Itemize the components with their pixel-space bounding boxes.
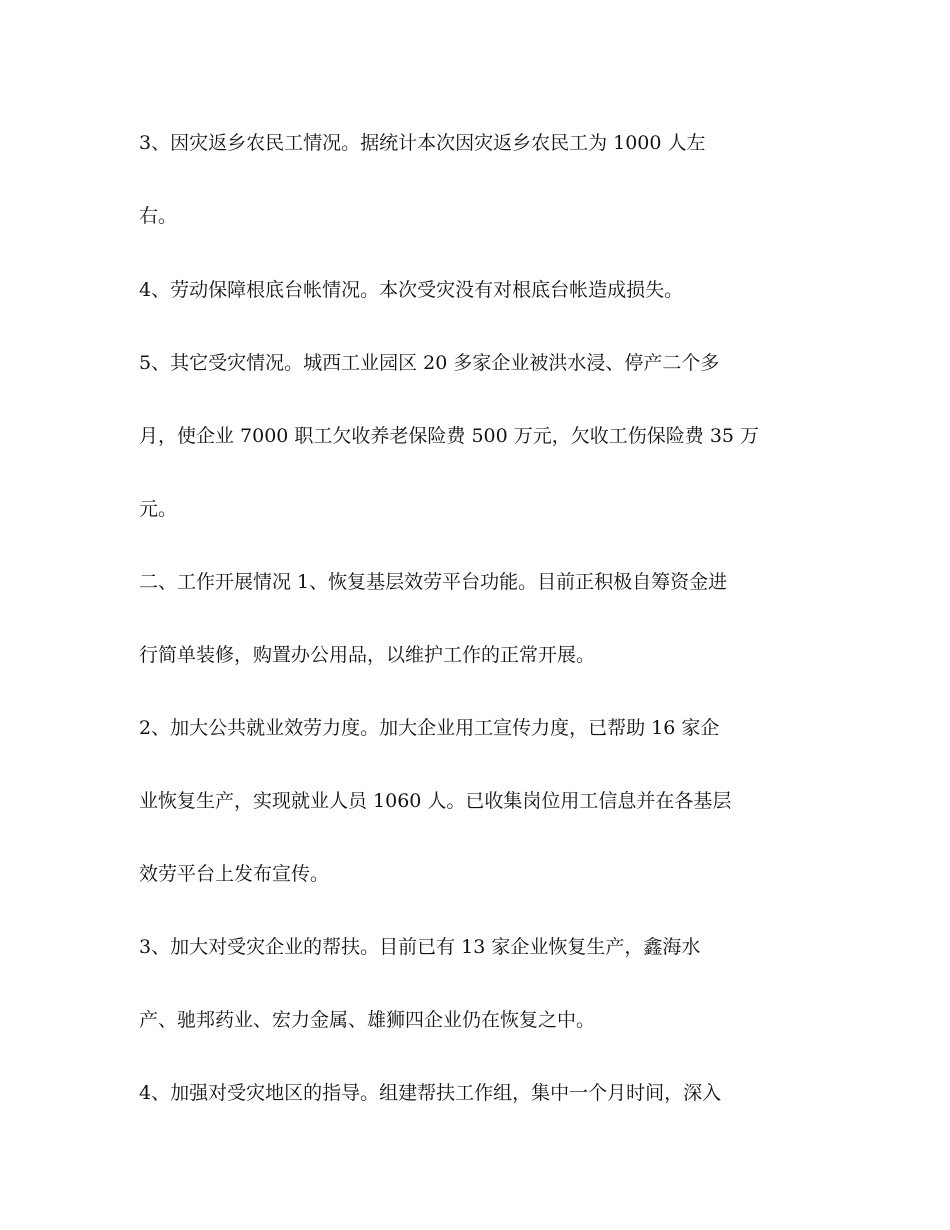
text-line: 二、工作开展情况 1、恢复基层效劳平台功能。目前正积极自筹资金进 xyxy=(139,571,728,593)
text-line: 3、加大对受灾企业的帮扶。目前已有 13 家企业恢复生产，鑫海水 xyxy=(139,936,701,958)
text-line: 月，使企业 7000 职工欠收养老保险费 500 万元，欠收工伤保险费 35 万 xyxy=(139,425,760,447)
text-line: 4、加强对受灾地区的指导。组建帮扶工作组，集中一个月时间，深入 xyxy=(139,1082,722,1104)
text-line: 5、其它受灾情况。城西工业园区 20 多家企业被洪水浸、停产二个多 xyxy=(139,352,720,374)
text-line: 元。 xyxy=(139,498,178,520)
text-line: 行简单装修，购置办公用品，以维护工作的正常开展。 xyxy=(139,644,596,666)
text-line: 产、驰邦药业、宏力金属、雄狮四企业仍在恢复之中。 xyxy=(139,1009,596,1031)
text-line: 2、加大公共就业效劳力度。加大企业用工宣传力度，已帮助 16 家企 xyxy=(139,717,720,739)
text-line: 3、因灾返乡农民工情况。据统计本次因灾返乡农民工为 1000 人左 xyxy=(139,132,706,154)
text-line: 4、劳动保障根底台帐情况。本次受灾没有对根底台帐造成损失。 xyxy=(139,279,684,301)
text-line: 右。 xyxy=(139,205,178,227)
text-line: 业恢复生产，实现就业人员 1060 人。已收集岗位用工信息并在各基层 xyxy=(139,790,732,812)
text-line: 效劳平台上发布宣传。 xyxy=(139,863,330,885)
